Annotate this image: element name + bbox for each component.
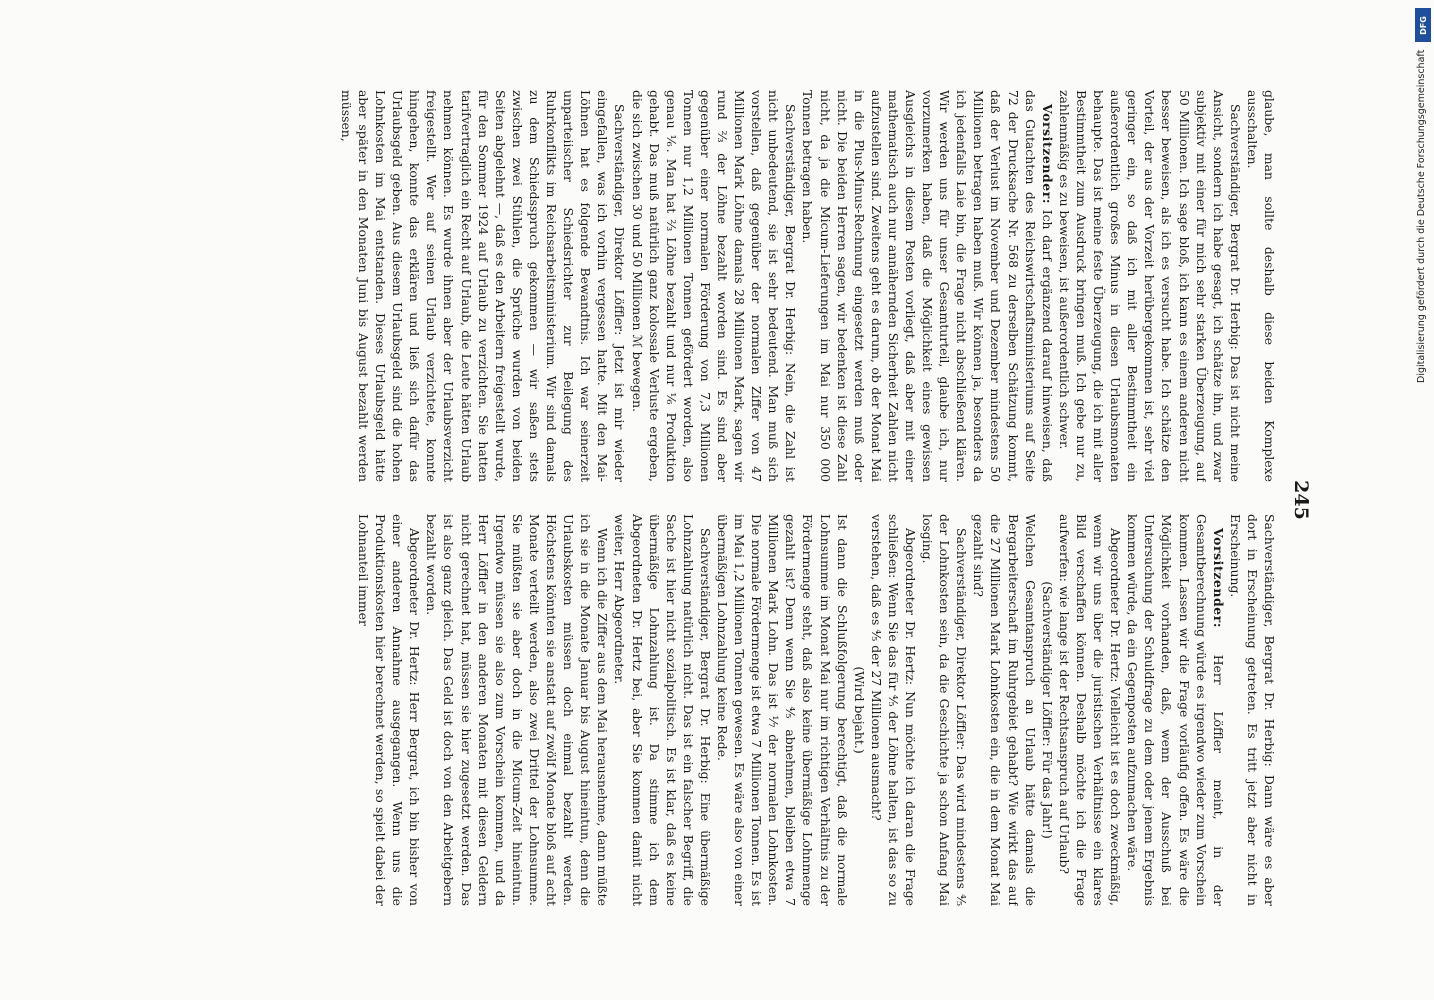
paragraph-text: Sachverständiger, Direktor Löffler: Jetzt ist mir wieder eingefallen, was ich vorhin vergessen hatte. Mit den Mai-Löhnen hat es folgende Bewandtnis. Ich war seinerzeit unparteiischer Schiedsrichter zur Beilegung des Ruhrkonflikts im Reichsarbeitsministerium. Wir sind damals zu dem Schiedsspruch gekommen — wir saßen stets zwischen zwei Stühlen, die Sprüche wurden von beiden Seiten abgelehnt —, daß es den Arbeitern freigestellt wurde, für den Sommer 1924 auf Urlaub zu verzichten. Sie hatten tarifvertraglich ein Recht auf Urlaub, die Leute hätten Urlaub nehmen können. Es wurde ihnen aber der Urlaubsverzicht freigestellt. Wer auf seinen Urlaub verzichtete, konnte hingehen, konnte das erklären und ließ sich dafür das Urlaubsgeld geben. Aus diesem Urlaubsgeld sind die hohen Lohnkosten im Mai entstanden. Dieses Urlaubsgeld hätte aber später in den Monaten Juni bis August bezahlt werden müssen, [338, 90, 628, 482]
speaker-label: Vorsitzender: [1210, 528, 1226, 629]
paragraph [338, 90, 629, 482]
paragraph-text: Ist dann die Schlußfolgerung berechtigt, daß die normale Lohnsumme im Monat Mai nur im richtigen Verhältnis zu der Fördermenge steht, daß also keine übermäßige Lohnmenge gezahlt ist? Denn wenn Sie ⅘ abnehmen, bleiben etwa 7 Millionen Mark Lohn. Das ist ¹⁄₇ der normalen Lohnkosten. Die normale Fördermenge ist etwa 7 Millionen Tonnen. Es ist im Mai 1,2 Millionen Tonnen gewesen. Es wäre also von einer übermäßigen Lohnzahlung keine Rede. [715, 514, 850, 906]
paragraph [1244, 90, 1278, 482]
speaker-label: Vorsitzender: [1039, 104, 1055, 205]
document-page [122, 90, 1312, 910]
paragraph-text: Sachverständiger, Bergrat Dr. Herbig: Nein, die Zahl ist nicht unbedeutend, sie ist sehr bedeutend. Man muß sich vorstellen, daß gegenüber der normalen Ziffer von 47 Millionen Mark Löhne damals 28 Millionen Mark, sagen wir rund ⅔ der Löhne bezahlt worden sind. Es sind aber gegenüber einer normalen Förderung von 7,3 Millionen Tonnen nur 1,2 Millionen Tonnen gefördert worden, also genau ⅙. Man hat ⅔ Löhne bezahlt und nur ⅙ Produktion gehabt. Das muß natürlich ganz kolossale Verluste ergeben, die sich zwischen 30 und 50 Millionen ℳ bewegen. [629, 90, 799, 482]
paragraph [1056, 90, 1244, 482]
digitization-sidebar [1412, 0, 1434, 1000]
dfg-logo-icon: DFG [1415, 8, 1431, 42]
paragraph-text: Sachverständiger, Bergrat Dr. Herbig: Dann wäre es aber dort in Erscheinung getreten. Es tritt jetzt aber nicht in Erscheinung. [1227, 514, 1277, 906]
paragraph-text: Abgeordneter Dr. Hertz: Herr Bergrat, ich bin bisher von einer anderen Annahme ausgegangen. Wenn uns die Produktionskosten hier berechnet werden, so spielt dabei der Lohnanteil immer [356, 514, 423, 906]
page-number: 245 [1290, 480, 1312, 520]
paragraph-text: Wenn ich die Ziffer aus dem Mai herausnehme, dann müßte ich sie in die Monate Januar bis August hineintun, denn die Urlaubskosten müssen doch einmal bezahlt werden. Höchstens könnten sie anstatt auf zwölf Monate bloß auf acht Monate verteilt werden, also zwei Drittel der Lohnsumme. Sie müßten sie aber doch in die Micum-Zeit hineintun. Irgendwo müssen sie also zum Vorschein kommen, und da Herr Löffler in den anderen Monaten mit diesen Geldern nicht gerechnet hat, müssen sie hier zugesetzt werden. Das ist also ganz gleich. Das Geld ist doch von den Arbeitgebern bezahlt worden. [424, 514, 611, 906]
paragraph [919, 514, 970, 906]
paragraph [714, 514, 851, 906]
paragraph-text: (Sachverständiger Löffler: Für das Jahr!) [1039, 581, 1055, 839]
paragraph [1227, 514, 1278, 906]
digitization-note: Digitalisierung gefördert durch die Deutsche Forschungsgemeinschaft [1416, 50, 1427, 384]
paragraph [799, 90, 1055, 482]
right-text-column [128, 514, 1278, 906]
paragraph-text: Sachverständiger, Direktor Löffler: Das wird mindestens ⅘ der Lohnkosten sein, da die Geschichte ja schon Anfang Mai losging. [920, 514, 970, 906]
paragraph [868, 514, 919, 906]
paragraph [1124, 514, 1227, 906]
paragraph-text: Ich darf ergänzend darauf hinweisen, daß das Gutachten des Reichswirtschaftsministeriums auf Seite 72 der Drucksache Nr. 568 zu derselben Schätzung kommt, daß der Verlust im November und Dezember mindestens 50 Millionen betragen haben muß. Wir können ja, besonders da ich jedenfalls Laie bin, die Frage nicht abschließend klären. Wir werden uns für unser Gesamturteil, glaube ich, nur vorzumerken haben, daß die Möglichkeit eines gewissen Ausgleichs in diesem Posten vorliegt, daß aber mit einer mathematisch auch nur annähernden Sicherheit Zahlen nicht aufzustellen sind. Zweitens geht es darum, ob der Monat Mai in die Plus-Minus-Rechnung eingesetzt werden muß oder nicht. Die beiden Herren sagen, wir bedenken ist diese Zahl nicht, da ja die Micum-Lieferungen im Mai nur 350 000 Tonnen betragen haben. [800, 90, 1055, 482]
paragraph [423, 514, 611, 906]
paragraph [1039, 514, 1056, 906]
paragraph-text: (Wird bejaht.) [851, 666, 867, 754]
left-text-column [128, 90, 1278, 482]
paragraph [628, 90, 799, 482]
paragraph [851, 514, 868, 906]
paragraph-text: Sachverständiger, Bergrat Dr. Herbig: Eine übermäßige Lohnzahlung natürlich nicht. Das ist ein falscher Begriff, die Sache ist hier nicht sozialpolitisch. Es ist klar, daß es keine übermäßige Lohnzahlung ist. Da stimme ich dem Abgeordneten Dr. Hertz bei, aber Sie kommen damit nicht weiter, Herr Abgeordneter. [612, 514, 713, 906]
paragraph-text: glaube, man sollte deshalb diese beiden Komplexe ausschalten. [1244, 90, 1277, 482]
paragraph-text: Abgeordneter Dr. Hertz: Vielleicht ist es doch zweckmäßig, wenn wir uns über die juristischen Verhältnisse ein klares Bild verschaffen können. Deshalb möchte ich die Frage aufwerfen: wie lange ist der Rechtsanspruch auf Urlaub? [1056, 514, 1124, 906]
paragraph-text: Herr Löffler meint, in der Gesamtberechnung würde es irgendwo wieder zum Vorschein kommen. Lassen wir die Frage vorläufig offen. Es wäre die Möglichkeit vorhanden, daß, wenn der Ausschuß bei Untersuchung der Schuldfrage zu dem oder jenem Ergebnis kommen würde, da ein Gegenposten aufzumachen wäre. [1125, 514, 1226, 906]
paragraph [355, 514, 423, 906]
paragraph-text: Abgeordneter Dr. Hertz: Nun möchte ich daran die Frage schließen: Wenn Sie das für ⅘ der Löhne halten, ist das so zu verstehen, daß es ⅘ der 27 Millionen ausmacht? [868, 514, 919, 906]
paragraph [611, 514, 714, 906]
paragraph [1056, 514, 1124, 906]
paragraph-text: Welchen Gesamtanspruch an Urlaub hätte damals die Bergarbeiterschaft im Ruhrgebiet gehabt? Wie wirkt das auf die 27 Millionen Mark Lohnkosten ein, die in dem Monat Mai gezahlt sind? [971, 514, 1038, 906]
paragraph-text: Sachverständiger, Bergrat Dr. Herbig: Das ist nicht meine Ansicht, sondern ich habe gesagt, ich schätze ihn, und zwar subjektiv mit einer für mich sehr starken Überzeugung, auf 50 Millionen. Ich sage bloß, ich kann es einem anderen nicht besser beweisen, als ich es versucht habe. Ich schätze den Vorteil, der aus der Vorzeit herübergekommen ist, sehr viel geringer ein, so daß ich mit aller Bestimmtheit ein außerordentlich großes Minus in diesen Urlaubsmonaten behaupte. Das ist meine feste Überzeugung, die ich mit aller Bestimmtheit zum Ausdruck bringen muß. Ich gebe nur zu, zahlenmäßig es zu beweisen, ist außerordentlich schwer. [1056, 90, 1243, 482]
paragraph [970, 514, 1038, 906]
